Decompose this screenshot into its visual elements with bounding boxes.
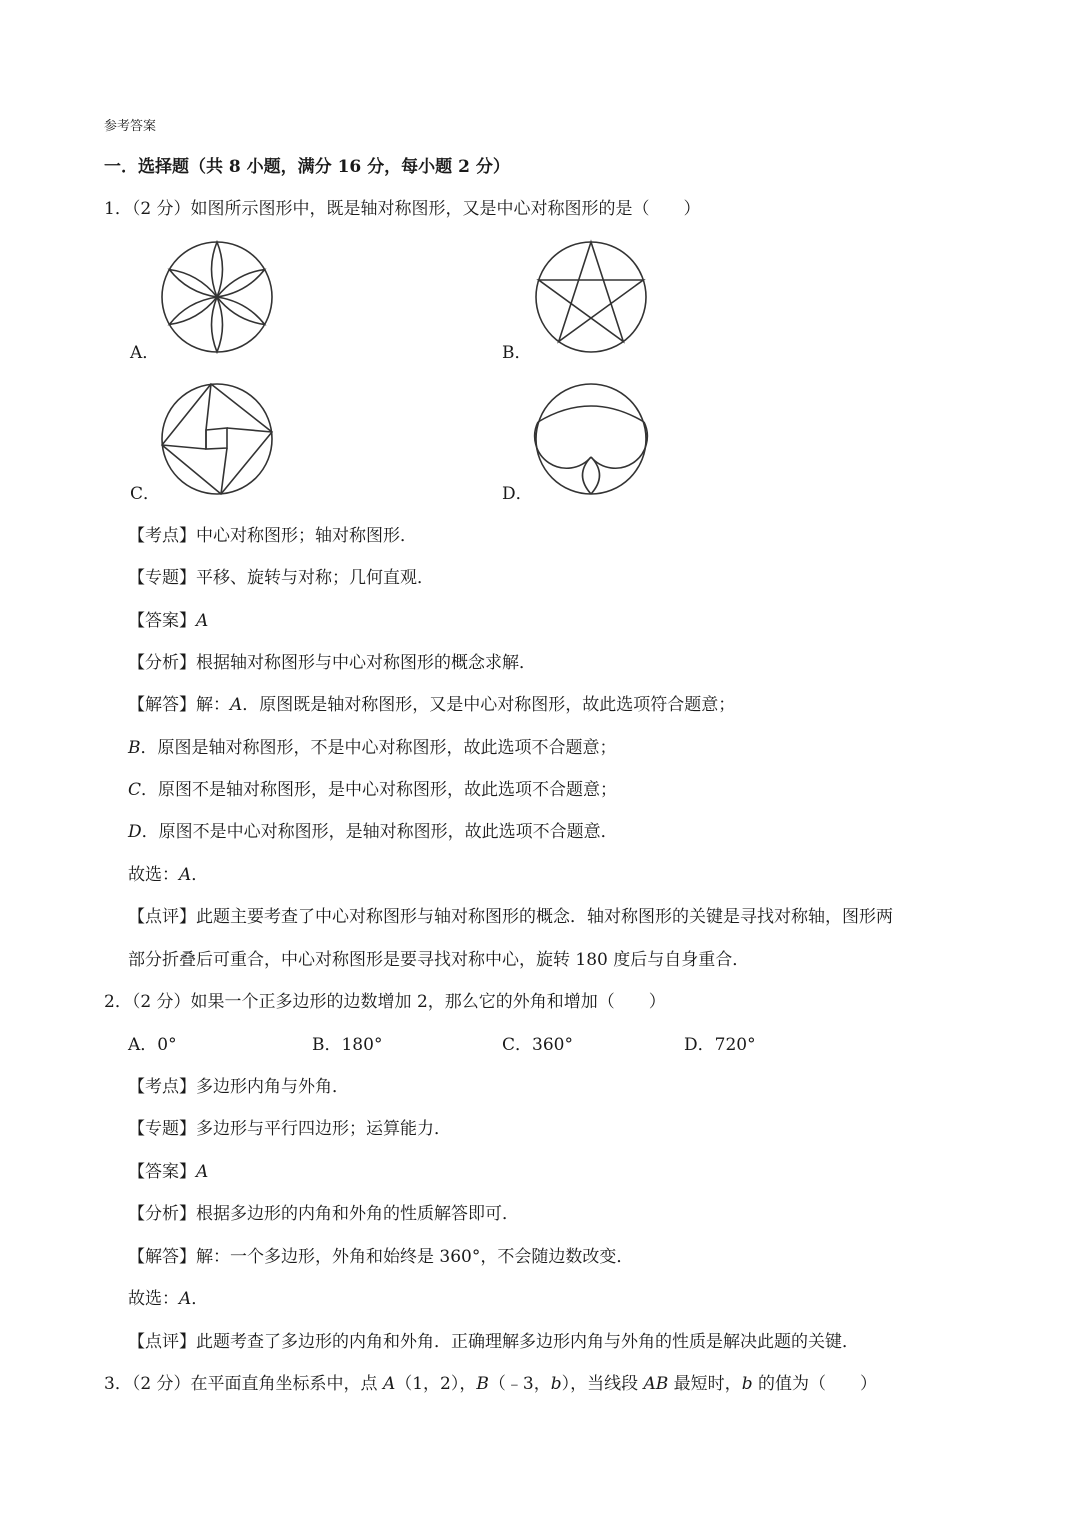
q2-guxuan-value: A: [179, 1289, 192, 1309]
q1-dianping-line2: 部分折叠后可重合，中心对称图形是要寻找对称中心，旋转 180 度后与自身重合．: [128, 950, 750, 970]
q1-line-c-text: ．原图不是轴对称图形，是中心对称图形，故此选项不合题意；: [141, 780, 618, 800]
q3-stem-part1: 3．（2 分）在平面直角坐标系中，点: [104, 1374, 383, 1394]
q3-var-b2: b: [741, 1374, 753, 1394]
q3-stem-part2: （1，2），: [395, 1374, 477, 1394]
q1-figure-a: [158, 238, 276, 356]
q2-option-c: C．360°: [502, 1035, 573, 1055]
q2-guxuan: [128, 1288, 208, 1310]
q2-kaodian: 【考点】多边形内角与外角．: [128, 1077, 349, 1097]
q1-guxuan-value: A: [179, 865, 192, 885]
q3-segment-ab: AB: [643, 1374, 669, 1394]
q2-option-a: A．0°: [128, 1035, 177, 1055]
q1-guxuan-label: 故选：: [128, 865, 179, 885]
q1-figure-b: [532, 238, 650, 356]
q1-dianping-line1: 【点评】此题主要考查了中心对称图形与轴对称图形的概念．轴对称图形的关键是寻找对称轴，图形两: [128, 907, 893, 927]
q3-stem: [104, 1373, 877, 1395]
q1-answer-label: 【答案】: [128, 611, 196, 631]
q3-point-b: B: [476, 1374, 489, 1394]
q2-dianping: 【点评】此题考查了多边形的内角和外角．正确理解多边形内角与外角的性质是解决此题的关键．: [128, 1332, 859, 1352]
q2-fenxi: 【分析】根据多边形的内角和外角的性质解答即可．: [128, 1204, 519, 1224]
q2-zhuanti: 【专题】多边形与平行四边形；运算能力．: [128, 1119, 451, 1139]
q1-line-d: [128, 821, 618, 843]
section-title: 一．选择题（共 8 小题，满分 16 分，每小题 2 分）: [104, 157, 510, 177]
q3-stem-part3: （﹣3，: [488, 1374, 551, 1394]
q1-line-b-letter: B: [128, 738, 141, 758]
q2-stem: 2．（2 分）如果一个正多边形的边数增加 2，那么它的外角和增加（ ）: [104, 992, 666, 1012]
q3-stem-part5: 最短时，: [668, 1374, 742, 1394]
q2-guxuan-end: ．: [191, 1289, 209, 1309]
q1-option-b: B．: [502, 343, 532, 363]
q1-kaodian: 【考点】中心对称图形；轴对称图形．: [128, 526, 417, 546]
reference-answer-label: 参考答案: [104, 119, 157, 134]
q1-guxuan-end: ．: [191, 865, 209, 885]
q3-var-b1: b: [550, 1374, 562, 1394]
q1-line-d-text: ．原图不是中心对称图形，是轴对称图形，故此选项不合题意．: [141, 822, 618, 842]
q2-answer-label: 【答案】: [128, 1162, 196, 1182]
q1-answer: [128, 610, 208, 632]
q1-line-c: [128, 779, 617, 801]
q1-option-d: D．: [502, 484, 533, 504]
q2-answer-value: A: [196, 1162, 209, 1182]
q1-option-c: C．: [130, 484, 161, 504]
q3-stem-part6: 的值为（ ）: [752, 1374, 877, 1394]
q2-option-d: D．720°: [684, 1035, 756, 1055]
q1-zhuanti: 【专题】平移、旋转与对称；几何直观．: [128, 568, 434, 588]
q1-line-d-letter: D: [128, 822, 142, 842]
q1-line-b: [128, 737, 617, 759]
q2-answer: [128, 1161, 208, 1183]
q1-answer-value: A: [196, 611, 209, 631]
q1-figure-d: [532, 380, 650, 498]
q1-jieda-text: ．原图既是轴对称图形，又是中心对称图形，故此选项符合题意；: [242, 695, 736, 715]
q2-jieda: 【解答】解：一个多边形，外角和始终是 360°，不会随边数改变．: [128, 1247, 634, 1267]
q1-jieda-label: 【解答】解：: [128, 695, 230, 715]
q1-line-b-text: ．原图是轴对称图形，不是中心对称图形，故此选项不合题意；: [140, 738, 617, 758]
q1-fenxi: 【分析】根据轴对称图形与中心对称图形的概念求解．: [128, 653, 536, 673]
q1-jieda-letter: A: [230, 695, 243, 715]
q2-guxuan-label: 故选：: [128, 1289, 179, 1309]
q1-guxuan: [128, 864, 208, 886]
q1-figure-c: [158, 380, 276, 498]
q3-point-a: A: [382, 1374, 396, 1394]
q2-option-b: B．180°: [312, 1035, 383, 1055]
q1-option-a: A．: [130, 343, 160, 363]
q3-stem-part4: ），当线段: [561, 1374, 644, 1394]
q1-jieda: [128, 694, 735, 716]
q1-stem: 1．（2 分）如图所示图形中，既是轴对称图形，又是中心对称图形的是（ ）: [104, 199, 701, 219]
q1-line-c-letter: C: [128, 780, 142, 800]
